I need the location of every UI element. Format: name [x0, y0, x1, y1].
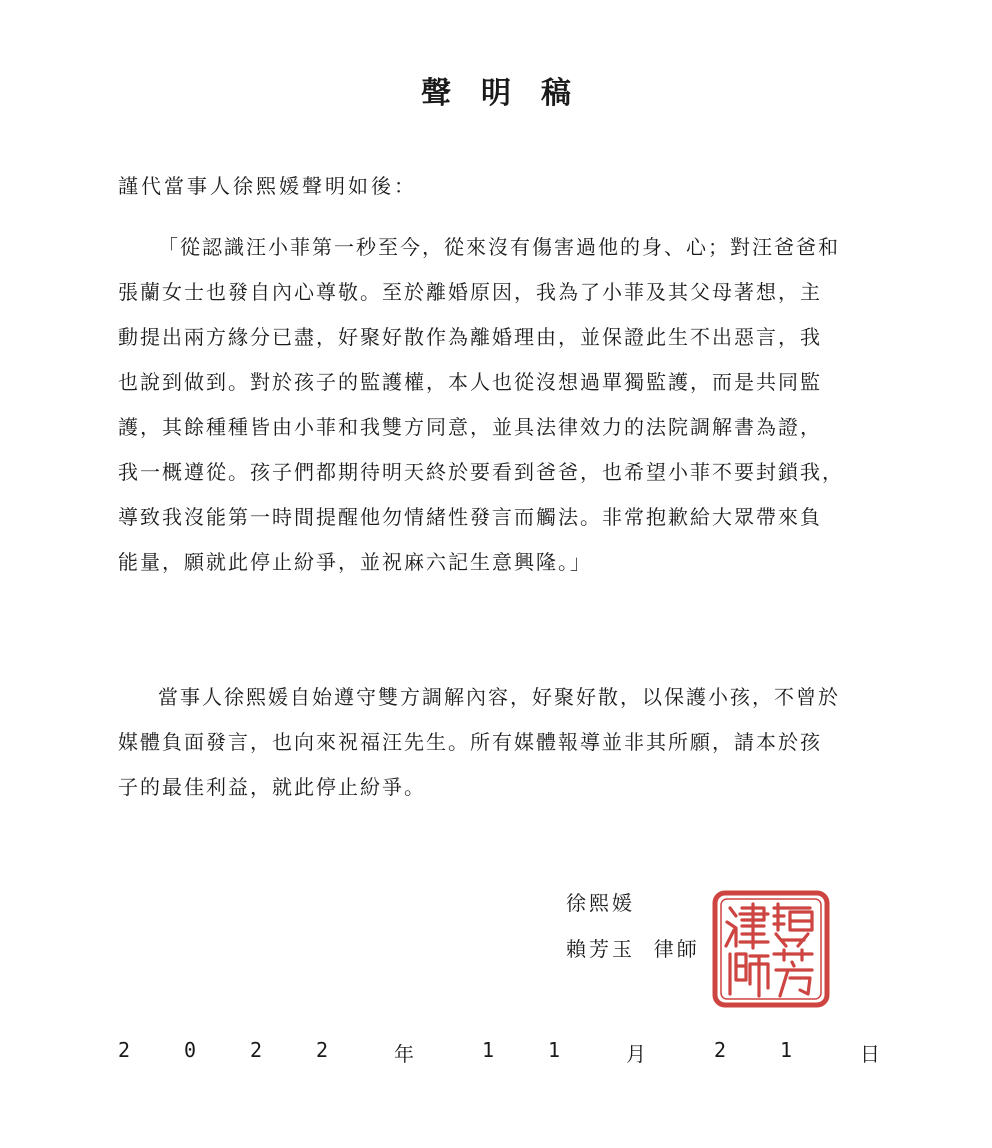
- statement-line: 我一概遵從。孩子們都期待明天終於要看到爸爸，也希望小菲不要封鎖我，: [118, 460, 844, 484]
- statement-line: 護，其餘種種皆由小菲和我雙方同意，並具法律效力的法院調解書為證，: [118, 415, 822, 439]
- date-year-digit: 2: [250, 1038, 263, 1062]
- statement-line: 張蘭女士也發自內心尊敬。至於離婚原因，我為了小菲及其父母著想，主: [118, 280, 822, 304]
- intro-line: 謹代當事人徐熙媛聲明如後：: [118, 174, 417, 198]
- date-day-digit: 1: [780, 1038, 793, 1062]
- seal-graphic: [715, 893, 827, 1005]
- signatory-client: 徐熙媛: [566, 891, 635, 915]
- closing-line: 子的最佳利益，就此停止紛爭。: [118, 775, 426, 799]
- closing-line: 當事人徐熙媛自始遵守雙方調解內容，好聚好散，以保護小孩，不曾於: [158, 685, 840, 709]
- lawyer-seal-stamp: [712, 890, 830, 1008]
- statement-quote: [118, 225, 844, 585]
- signatory-lawyer: 賴芳玉 律師: [566, 937, 700, 961]
- date-month-digit: 1: [548, 1038, 561, 1062]
- document-title: 聲明稿: [421, 76, 601, 111]
- statement-line: 能量，願就此停止紛爭，並祝麻六記生意興隆。」: [118, 550, 592, 574]
- statement-line: 「從認識汪小菲第一秒至今，從來沒有傷害過他的身、心；對汪爸爸和: [158, 235, 840, 259]
- date-year-unit: 年: [394, 1042, 414, 1066]
- closing-line: 媒體負面發言，也向來祝福汪先生。所有媒體報導並非其所願，請本於孩: [118, 730, 822, 754]
- date-month-unit: 月: [626, 1042, 646, 1066]
- statement-line: 也說到做到。對於孩子的監護權，本人也從沒想過單獨監護，而是共同監: [118, 370, 822, 394]
- date-year-digit: 0: [184, 1038, 197, 1062]
- date-month-digit: 1: [482, 1038, 495, 1062]
- statement-line: 導致我沒能第一時間提醒他勿情緒性發言而觸法。非常抱歉給大眾帶來負: [118, 505, 822, 529]
- closing-paragraph: [118, 675, 840, 810]
- date-day-unit: 日: [860, 1042, 880, 1066]
- date-year-digit: 2: [118, 1038, 131, 1062]
- statement-line: 動提出兩方緣分已盡，好聚好散作為離婚理由，並保證此生不出惡言，我: [118, 325, 822, 349]
- date-day-digit: 2: [714, 1038, 727, 1062]
- date-year-digit: 2: [316, 1038, 329, 1062]
